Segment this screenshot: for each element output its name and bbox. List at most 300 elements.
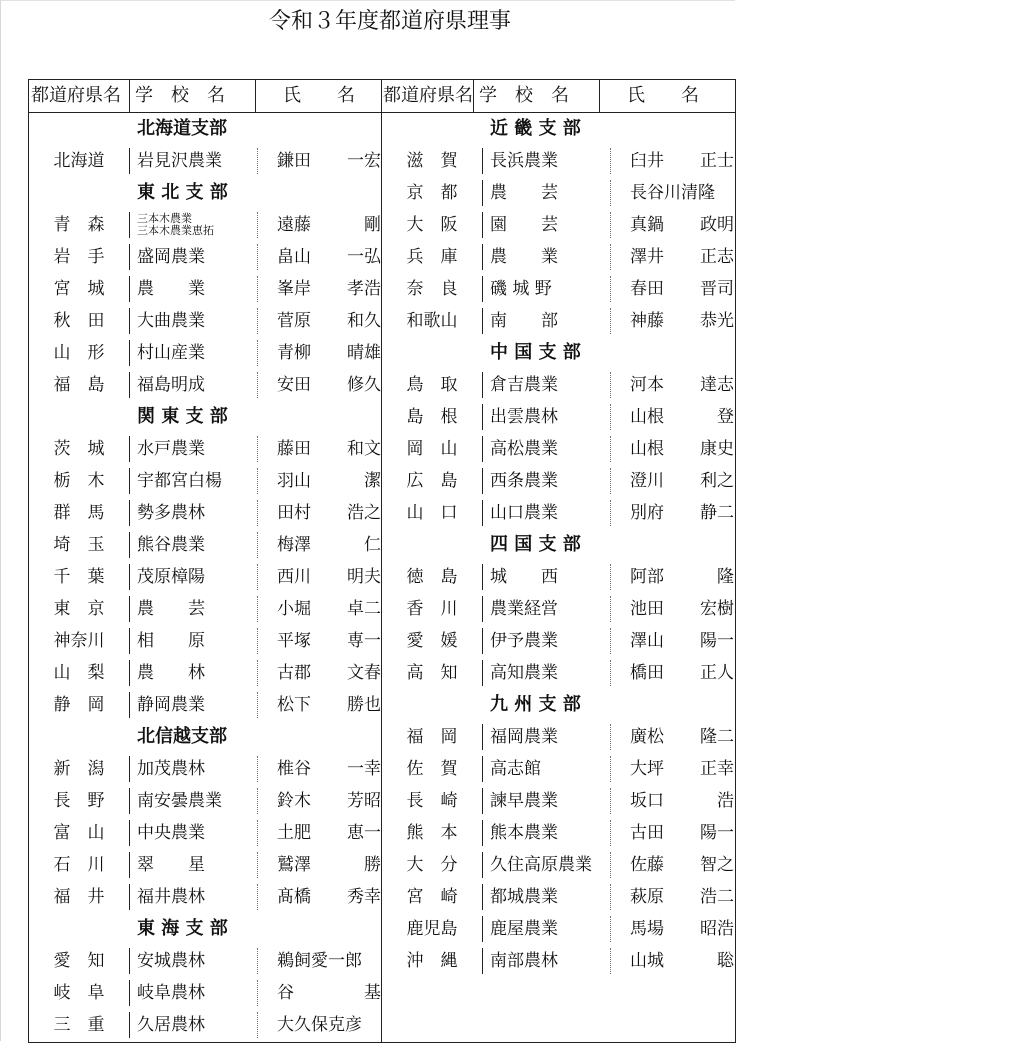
cell-dotted-divider: [257, 660, 258, 686]
left-column: [29, 113, 381, 1041]
cell-dotted-divider: [610, 244, 611, 270]
name-family: 萩原: [630, 887, 664, 907]
school-cell: 水戸農業: [137, 439, 205, 459]
school-cell: 久居農林: [137, 1015, 205, 1035]
school-cell: 福岡農業: [490, 727, 558, 747]
name-given: 陽一: [700, 823, 734, 843]
cell-dotted-divider: [257, 948, 258, 974]
prefecture-cell: 熊 本: [406, 823, 458, 843]
cell-dotted-divider: [610, 180, 611, 206]
school-cell: 相 原: [137, 631, 205, 651]
school-cell: 中央農業: [137, 823, 205, 843]
name-family: 松下: [277, 695, 311, 715]
school-cell: 農 芸: [490, 183, 558, 203]
table-row: [29, 1009, 381, 1041]
prefecture-cell: 東 京: [53, 599, 105, 619]
cell-divider: [482, 404, 483, 430]
name-family: 遠藤: [277, 215, 311, 235]
header-prefecture-right: 都道府県名: [383, 85, 473, 106]
name-family: 平塚: [277, 631, 311, 651]
cell-divider: [482, 468, 483, 494]
cell-dotted-divider: [257, 980, 258, 1006]
cell-divider: [482, 852, 483, 878]
cell-divider: [482, 788, 483, 814]
name-family: 大坪: [630, 759, 664, 779]
table-row: [29, 593, 381, 625]
prefecture-cell: 岡 山: [406, 439, 458, 459]
cell-dotted-divider: [257, 564, 258, 590]
name-given: 基: [364, 983, 381, 1003]
cell-dotted-divider: [610, 660, 611, 686]
table-row: [382, 753, 734, 785]
cell-dotted-divider: [610, 916, 611, 942]
name-family: 西川: [277, 567, 311, 587]
cell-divider: [482, 180, 483, 206]
name-family: 真鍋: [630, 215, 664, 235]
cell-divider: [129, 372, 130, 398]
school-cell: 三本木農業 三本木農業恵拓: [137, 212, 214, 237]
school-cell: 農業経営: [490, 599, 558, 619]
cell-divider: [482, 308, 483, 334]
cell-divider: [482, 500, 483, 526]
cell-divider: [129, 692, 130, 718]
table-row: [29, 145, 381, 177]
cell-dotted-divider: [257, 372, 258, 398]
name-family: 澄川: [630, 471, 664, 491]
school-cell: 諫早農業: [490, 791, 558, 811]
table-row: [382, 369, 734, 401]
school-cell: 勢多農林: [137, 503, 205, 523]
table-row: [382, 465, 734, 497]
name-family: 古郡: [277, 663, 311, 683]
region-heading: [382, 113, 734, 145]
table-row: [382, 497, 734, 529]
cell-dotted-divider: [257, 244, 258, 270]
region-label: 中 国 支 部: [490, 342, 581, 363]
table-row: [382, 273, 734, 305]
cell-divider: [482, 564, 483, 590]
table-row: [29, 657, 381, 689]
cell-divider: [482, 148, 483, 174]
school-cell: 久住高原農業: [490, 855, 592, 875]
name-family: 橋田: [630, 663, 664, 683]
table-row: [29, 689, 381, 721]
cell-dotted-divider: [257, 212, 258, 238]
cell-dotted-divider: [610, 756, 611, 782]
prefecture-cell: 長 崎: [406, 791, 458, 811]
prefecture-cell: 秋 田: [53, 311, 105, 331]
cell-dotted-divider: [257, 852, 258, 878]
name-given: 正幸: [700, 759, 734, 779]
school-cell: 出雲農林: [490, 407, 558, 427]
school-cell: 農 業: [490, 247, 558, 267]
name-given: 浩之: [347, 503, 381, 523]
name-family: 長谷川清隆: [630, 183, 715, 203]
cell-divider: [129, 340, 130, 366]
school-cell: 高松農業: [490, 439, 558, 459]
name-family: 阿部: [630, 567, 664, 587]
school-cell: 岐阜農林: [137, 983, 205, 1003]
region-heading: [382, 337, 734, 369]
school-cell: 伊予農業: [490, 631, 558, 651]
directors-table: [28, 79, 736, 1043]
name-family: 澤山: [630, 631, 664, 651]
name-given: 修久: [347, 375, 381, 395]
name-family: 山根: [630, 439, 664, 459]
cell-divider: [129, 852, 130, 878]
header-school-right: 学 校 名: [479, 85, 569, 106]
prefecture-cell: 富 山: [53, 823, 105, 843]
prefecture-cell: 和歌山: [406, 311, 458, 331]
table-row: [29, 625, 381, 657]
name-given: 浩二: [700, 887, 734, 907]
cell-dotted-divider: [610, 404, 611, 430]
region-label: 近 畿 支 部: [490, 118, 581, 139]
school-cell: 農 芸: [137, 599, 205, 619]
name-given: 勝也: [347, 695, 381, 715]
school-cell: 盛岡農業: [137, 247, 205, 267]
table-row: [29, 465, 381, 497]
prefecture-cell: 北海道: [53, 151, 105, 171]
school-cell: 岩見沢農業: [137, 151, 222, 171]
prefecture-cell: 山 形: [53, 343, 105, 363]
name-family: 藤田: [277, 439, 311, 459]
cell-divider: [129, 276, 130, 302]
cell-divider: [482, 436, 483, 462]
name-given: 静二: [700, 503, 734, 523]
school-cell: 山口農業: [490, 503, 558, 523]
table-row: [29, 273, 381, 305]
header-prefecture-left: 都道府県名: [31, 85, 121, 106]
cell-dotted-divider: [610, 820, 611, 846]
cell-dotted-divider: [257, 788, 258, 814]
cell-divider: [482, 724, 483, 750]
cell-dotted-divider: [257, 500, 258, 526]
name-family: 鵜飼愛一郎: [277, 951, 362, 971]
prefecture-cell: 静 岡: [53, 695, 105, 715]
table-row: [29, 529, 381, 561]
table-row: [29, 785, 381, 817]
name-given: 陽一: [700, 631, 734, 651]
cell-divider: [482, 820, 483, 846]
cell-dotted-divider: [610, 436, 611, 462]
prefecture-cell: 佐 賀: [406, 759, 458, 779]
cell-dotted-divider: [257, 628, 258, 654]
cell-dotted-divider: [610, 148, 611, 174]
prefecture-cell: 香 川: [406, 599, 458, 619]
name-given: 政明: [700, 215, 734, 235]
prefecture-cell: 三 重: [53, 1015, 105, 1035]
name-given: 仁: [364, 535, 381, 555]
table-row: [382, 721, 734, 753]
region-label: 北信越支部: [137, 726, 227, 747]
school-cell: 園 芸: [490, 215, 558, 235]
name-given: 宏樹: [700, 599, 734, 619]
table-row: [382, 401, 734, 433]
school-cell: 都城農業: [490, 887, 558, 907]
table-row: [382, 593, 734, 625]
cell-divider: [129, 980, 130, 1006]
school-cell: 西条農業: [490, 471, 558, 491]
region-heading: [29, 177, 381, 209]
school-cell: 福井農林: [137, 887, 205, 907]
prefecture-cell: 茨 城: [53, 439, 105, 459]
name-family: 神藤: [630, 311, 664, 331]
cell-divider: [482, 212, 483, 238]
name-given: 利之: [700, 471, 734, 491]
prefecture-cell: 栃 木: [53, 471, 105, 491]
name-given: 剛: [364, 215, 381, 235]
cell-dotted-divider: [257, 820, 258, 846]
cell-dotted-divider: [257, 148, 258, 174]
prefecture-cell: 神奈川: [53, 631, 105, 651]
name-family: 椎谷: [277, 759, 311, 779]
table-row: [29, 817, 381, 849]
name-family: 鷲澤: [277, 855, 311, 875]
table-row: [382, 657, 734, 689]
name-family: 土肥: [277, 823, 311, 843]
name-given: 勝: [364, 855, 381, 875]
cell-divider: [129, 756, 130, 782]
name-family: 古田: [630, 823, 664, 843]
cell-divider: [482, 276, 483, 302]
header-divider: [255, 80, 256, 112]
name-given: 一宏: [347, 151, 381, 171]
cell-dotted-divider: [257, 308, 258, 334]
table-row: [382, 785, 734, 817]
name-family: 池田: [630, 599, 664, 619]
table-row: [29, 209, 381, 241]
school-cell: 磯 城 野: [490, 279, 552, 299]
prefecture-cell: 島 根: [406, 407, 458, 427]
school-cell: 翠 星: [137, 855, 205, 875]
name-family: 菅原: [277, 311, 311, 331]
school-cell: 茂原樟陽: [137, 567, 205, 587]
cell-dotted-divider: [610, 500, 611, 526]
name-given: 一幸: [347, 759, 381, 779]
table-row: [29, 241, 381, 273]
school-cell: 農 林: [137, 663, 205, 683]
cell-divider: [129, 660, 130, 686]
name-given: 正士: [700, 151, 734, 171]
table-row: [29, 849, 381, 881]
name-given: 登: [717, 407, 734, 427]
name-family: 青柳: [277, 343, 311, 363]
prefecture-cell: 福 井: [53, 887, 105, 907]
school-cell: 鹿屋農業: [490, 919, 558, 939]
name-family: 山根: [630, 407, 664, 427]
table-row: [382, 945, 734, 977]
prefecture-cell: 石 川: [53, 855, 105, 875]
school-cell: 安城農林: [137, 951, 205, 971]
cell-divider: [129, 948, 130, 974]
name-family: 髙橋: [277, 887, 311, 907]
school-cell: 福島明成: [137, 375, 205, 395]
school-cell: 南 部: [490, 311, 558, 331]
school-cell: 南安曇農業: [137, 791, 222, 811]
name-family: 坂口: [630, 791, 664, 811]
table-row: [29, 561, 381, 593]
region-label: 北海道支部: [137, 118, 227, 139]
name-given: 孝浩: [347, 279, 381, 299]
prefecture-cell: 長 野: [53, 791, 105, 811]
cell-dotted-divider: [610, 724, 611, 750]
name-family: 谷: [277, 983, 294, 1003]
name-family: 鎌田: [277, 151, 311, 171]
name-given: 専一: [347, 631, 381, 651]
name-given: 恵一: [347, 823, 381, 843]
table-row: [29, 497, 381, 529]
cell-dotted-divider: [257, 692, 258, 718]
prefecture-cell: 滋 賀: [406, 151, 458, 171]
region-heading: [382, 529, 734, 561]
table-row: [382, 561, 734, 593]
cell-divider: [129, 628, 130, 654]
school-cell: 長浜農業: [490, 151, 558, 171]
prefecture-cell: 宮 城: [53, 279, 105, 299]
cell-dotted-divider: [257, 596, 258, 622]
prefecture-cell: 鳥 取: [406, 375, 458, 395]
name-given: 智之: [700, 855, 734, 875]
name-given: 芳昭: [347, 791, 381, 811]
region-label: 九 州 支 部: [490, 694, 581, 715]
table-row: [29, 945, 381, 977]
region-label: 東 海 支 部: [137, 918, 228, 939]
name-family: 安田: [277, 375, 311, 395]
cell-dotted-divider: [610, 596, 611, 622]
table-row: [29, 881, 381, 913]
cell-dotted-divider: [257, 436, 258, 462]
cell-divider: [482, 660, 483, 686]
name-given: 達志: [700, 375, 734, 395]
table-row: [382, 625, 734, 657]
prefecture-cell: 兵 庫: [406, 247, 458, 267]
table-row: [382, 849, 734, 881]
prefecture-cell: 埼 玉: [53, 535, 105, 555]
cell-divider: [129, 500, 130, 526]
school-cell: 静岡農業: [137, 695, 205, 715]
prefecture-cell: 愛 媛: [406, 631, 458, 651]
region-heading: [382, 689, 734, 721]
cell-dotted-divider: [610, 564, 611, 590]
cell-divider: [482, 916, 483, 942]
region-heading: [29, 913, 381, 945]
cell-dotted-divider: [257, 340, 258, 366]
name-given: 明夫: [347, 567, 381, 587]
table-row: [382, 241, 734, 273]
name-family: 田村: [277, 503, 311, 523]
cell-divider: [129, 564, 130, 590]
name-given: 和文: [347, 439, 381, 459]
school-cell: 宇都宮白楊: [137, 471, 222, 491]
prefecture-cell: 福 岡: [406, 727, 458, 747]
cell-divider: [129, 884, 130, 910]
name-family: 山城: [630, 951, 664, 971]
table-row: [382, 305, 734, 337]
school-cell: 熊本農業: [490, 823, 558, 843]
region-heading: [29, 401, 381, 433]
name-family: 別府: [630, 503, 664, 523]
name-family: 鈴木: [277, 791, 311, 811]
name-family: 峯岸: [277, 279, 311, 299]
prefecture-cell: 宮 崎: [406, 887, 458, 907]
prefecture-cell: 大 分: [406, 855, 458, 875]
name-family: 梅澤: [277, 535, 311, 555]
table-row: [382, 913, 734, 945]
school-cell: 大曲農業: [137, 311, 205, 331]
school-cell: 高知農業: [490, 663, 558, 683]
cell-dotted-divider: [610, 852, 611, 878]
name-given: 潔: [364, 471, 381, 491]
name-family: 佐藤: [630, 855, 664, 875]
region-heading: [29, 721, 381, 753]
cell-dotted-divider: [257, 276, 258, 302]
name-given: 正人: [700, 663, 734, 683]
name-given: 晋司: [700, 279, 734, 299]
name-family: 廣松: [630, 727, 664, 747]
prefecture-cell: 群 馬: [53, 503, 105, 523]
cell-divider: [482, 628, 483, 654]
name-family: 小堀: [277, 599, 311, 619]
cell-dotted-divider: [610, 468, 611, 494]
cell-divider: [482, 948, 483, 974]
name-family: 大久保克彦: [277, 1015, 362, 1035]
cell-divider: [129, 148, 130, 174]
name-family: 春田: [630, 279, 664, 299]
prefecture-cell: 山 梨: [53, 663, 105, 683]
name-family: 馬場: [630, 919, 664, 939]
cell-divider: [129, 244, 130, 270]
table-row: [382, 145, 734, 177]
name-given: 浩: [717, 791, 734, 811]
name-given: 秀幸: [347, 887, 381, 907]
cell-dotted-divider: [610, 276, 611, 302]
cell-divider: [129, 212, 130, 238]
header-name-right: 氏 名: [627, 85, 699, 106]
cell-dotted-divider: [257, 884, 258, 910]
prefecture-cell: 鹿児島: [406, 919, 458, 939]
table-row: [29, 369, 381, 401]
cell-divider: [129, 308, 130, 334]
name-given: 一弘: [347, 247, 381, 267]
table-row: [382, 817, 734, 849]
cell-dotted-divider: [257, 468, 258, 494]
prefecture-cell: 沖 縄: [406, 951, 458, 971]
cell-divider: [129, 788, 130, 814]
cell-dotted-divider: [610, 372, 611, 398]
name-family: 臼井: [630, 151, 664, 171]
prefecture-cell: 福 島: [53, 375, 105, 395]
table-row: [29, 753, 381, 785]
cell-dotted-divider: [257, 756, 258, 782]
name-given: 康史: [700, 439, 734, 459]
cell-divider: [129, 468, 130, 494]
cell-dotted-divider: [610, 308, 611, 334]
table-row: [382, 881, 734, 913]
prefecture-cell: 千 葉: [53, 567, 105, 587]
prefecture-cell: 岐 阜: [53, 983, 105, 1003]
name-family: 羽山: [277, 471, 311, 491]
table-row: [382, 209, 734, 241]
name-given: 正志: [700, 247, 734, 267]
prefecture-cell: 大 阪: [406, 215, 458, 235]
name-given: 卓二: [347, 599, 381, 619]
cell-dotted-divider: [257, 532, 258, 558]
name-given: 晴雄: [347, 343, 381, 363]
name-given: 恭光: [700, 311, 734, 331]
cell-divider: [482, 244, 483, 270]
prefecture-cell: 山 口: [406, 503, 458, 523]
